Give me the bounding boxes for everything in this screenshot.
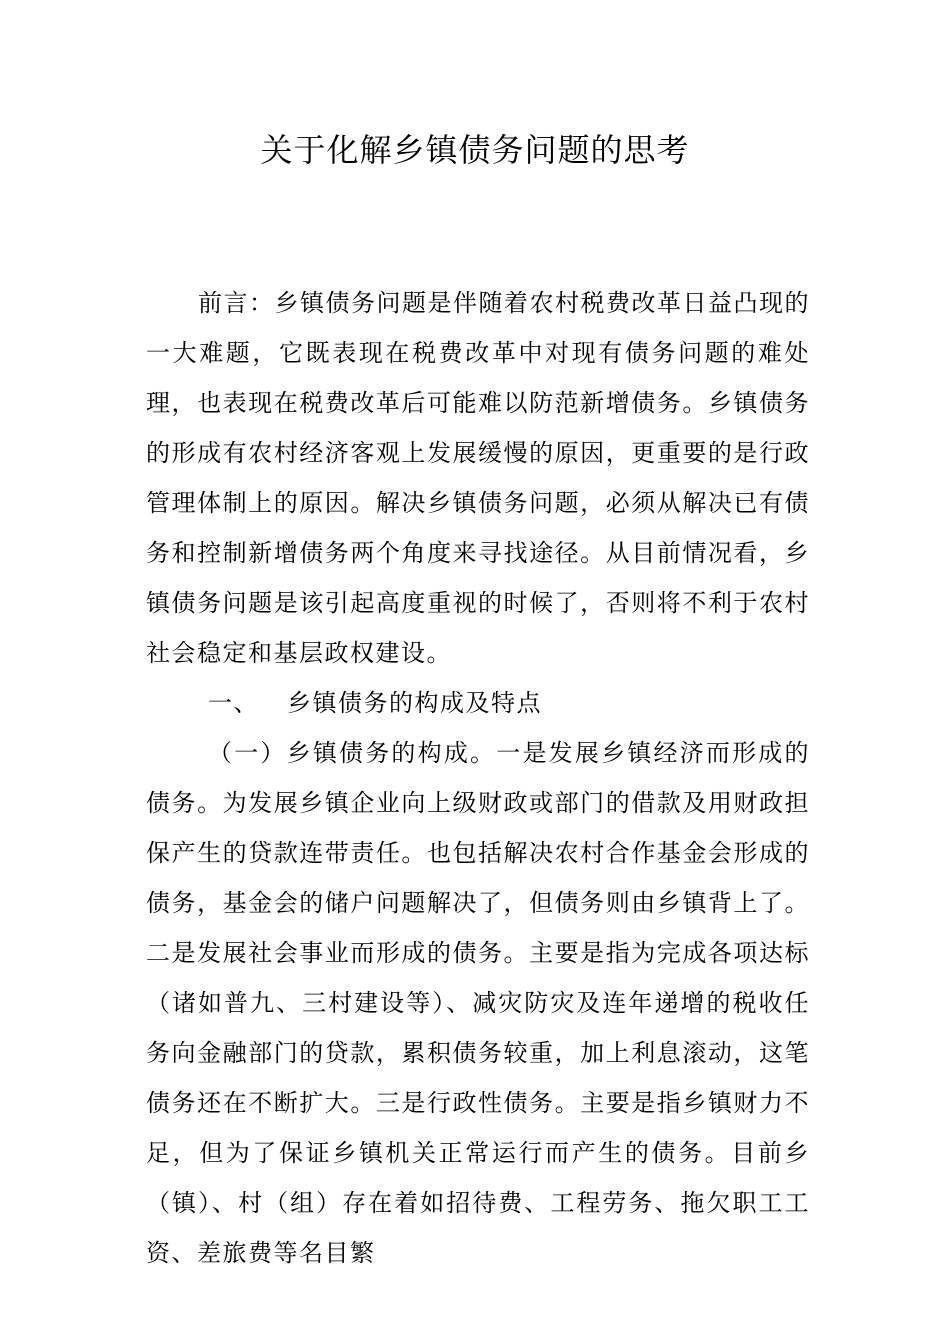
section-heading <box>146 678 810 728</box>
section-title: 乡镇债务的构成及特点 <box>287 689 542 717</box>
body-paragraph: （一）乡镇债务的构成。一是发展乡镇经济而形成的债务。为发展乡镇企业向上级财政或部门的借款及用财政担保产生的贷款连带责任。也包括解决农村合作基金会形成的债务，基金会的储户问题解决了，但债务则由乡镇背上了。二是发展社会事业而形成的债务。主要是指为完成各项达标（诸如普九、三村建设等）、减灾防灾及连年递增的税收任务向金融部门的贷款，累积债务较重，加上利息滚动，这笔债务还在不断扩大。三是行政性债务。主要是指乡镇财力不足，但为了保证乡镇机关正常运行而产生的债务。目前乡（镇）、村（组）存在着如招待费、工程劳务、拖欠职工工资、差旅费等名目繁 <box>146 739 810 1267</box>
document-title: 关于化解乡镇债务问题的思考 <box>260 131 690 169</box>
section-number: 一、 <box>208 689 259 717</box>
document-body <box>146 278 810 1278</box>
preface-paragraph: 前言：乡镇债务问题是伴随着农村税费改革日益凸现的一大难题，它既表现在税费改革中对现有债务问题的难处理，也表现在税费改革后可能难以防范新增债务。乡镇债务的形成有农村经济客观上发展缓慢的原因，更重要的是行政管理体制上的原因。解决乡镇债务问题，必须从解决已有债务和控制新增债务两个角度来寻找途径。从目前情况看，乡镇债务问题是该引起高度重视的时候了，否则将不利于农村社会稳定和基层政权建设。 <box>146 289 810 667</box>
